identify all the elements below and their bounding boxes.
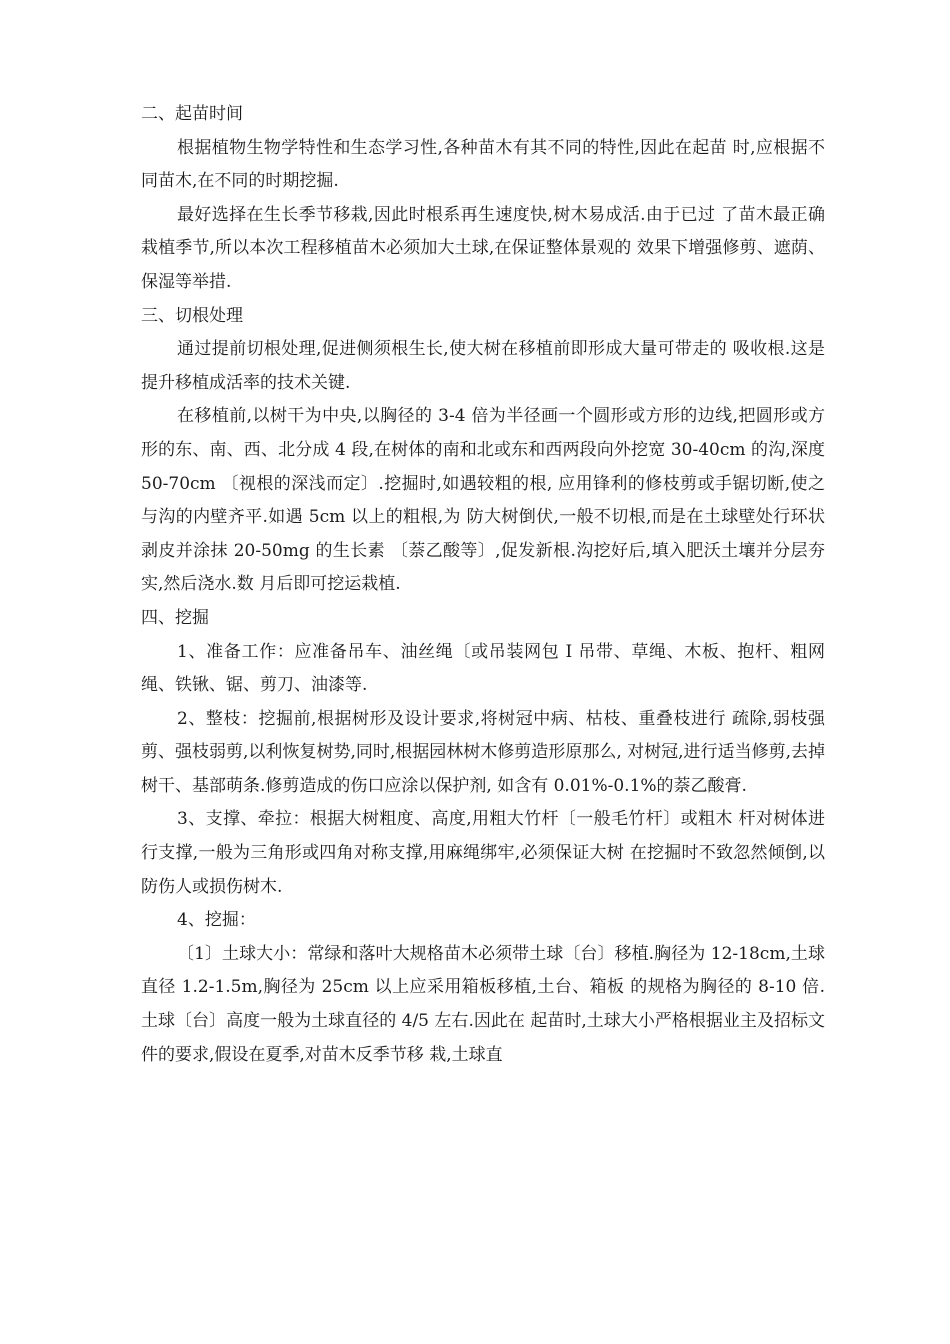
paragraph: 最好选择在生长季节移栽,因此时根系再生速度快,树木易成活.由于已过 了苗木最正确栽植季节,所以本次工程移植苗木必须加大土球,在保证整体景观的 效果下增强修剪、遮荫、保湿等举措. bbox=[141, 204, 825, 292]
document-page bbox=[141, 98, 825, 1072]
paragraph: 根据植物生物学特性和生态学习性,各种苗木有其不同的特性,因此在起苗 时,应根据不同苗木,在不同的时期挖掘. bbox=[141, 137, 825, 192]
paragraph: 2、整枝：挖掘前,根据树形及设计要求,将树冠中病、枯枝、重叠枝进行 疏除,弱枝强剪、强枝弱剪,以利恢复树势,同时,根据园林树木修剪造形原那么, 对树冠,进行适当修剪,去掉树干、基部萌条.修剪造成的伤口应涂以保护剂, 如含有 0.01%-0.1%的萘乙酸膏. bbox=[141, 708, 825, 796]
paragraph: 3、支撑、牵拉：根据大树粗度、高度,用粗大竹杆〔一般毛竹杆〕或粗木 杆对树体进行支撑,一般为三角形或四角对称支撑,用麻绳绑牢,必须保证大树 在挖掘时不致忽然倾倒,以防伤人或损伤树木. bbox=[141, 809, 825, 897]
paragraph: 4、挖掘： bbox=[177, 910, 256, 931]
section-heading-seedling-time: 二、起苗时间 bbox=[141, 104, 243, 124]
paragraph: 通过提前切根处理,促进侧须根生长,使大树在移植前即形成大量可带走的 吸收根.这是提升移植成活率的技术关键. bbox=[141, 339, 825, 393]
paragraph: 在移植前,以树干为中央,以胸径的 3-4 倍为半径画一个圆形或方形的边线,把圆形或方形的东、南、西、北分成 4 段,在树体的南和北或东和西两段向外挖宽 30-40cm 的沟,深度 50-70cm 〔视根的深浅而定〕.挖掘时,如遇较粗的根, 应用锋利的修枝剪或手锯切断,使之与沟的内壁齐平.如遇 5cm 以上的粗根,为 防大树倒伏,一般不切根,而是在土球壁处行环状剥皮并涂抹 20-50mg 的生长素 〔萘乙酸等〕,促发新根.沟挖好后,填入肥沃土壤并分层夯实,然后浇水.数 月后即可挖运栽植. bbox=[141, 406, 825, 595]
paragraph: 1、准备工作：应准备吊车、油丝绳〔或吊装网包 I 吊带、草绳、木板、抱杆、粗网绳、铁锹、锯、剪刀、油漆等. bbox=[141, 641, 825, 696]
section-heading-digging: 四、挖掘 bbox=[141, 607, 209, 628]
paragraph: 〔1〕土球大小：常绿和落叶大规格苗木必须带土球〔台〕移植.胸径为 12-18cm,土球直径 1.2-1.5m,胸径为 25cm 以上应采用箱板移植,土台、箱板 的规格为胸径的 8-10 倍.土球〔台〕高度一般为土球直径的 4/5 左右.因此在 起苗时,土球大小严格根据业主及招标文件的要求,假设在夏季,对苗木反季节移 栽,土球直 bbox=[141, 943, 825, 1065]
section-heading-root-cutting: 三、切根处理 bbox=[141, 305, 243, 326]
